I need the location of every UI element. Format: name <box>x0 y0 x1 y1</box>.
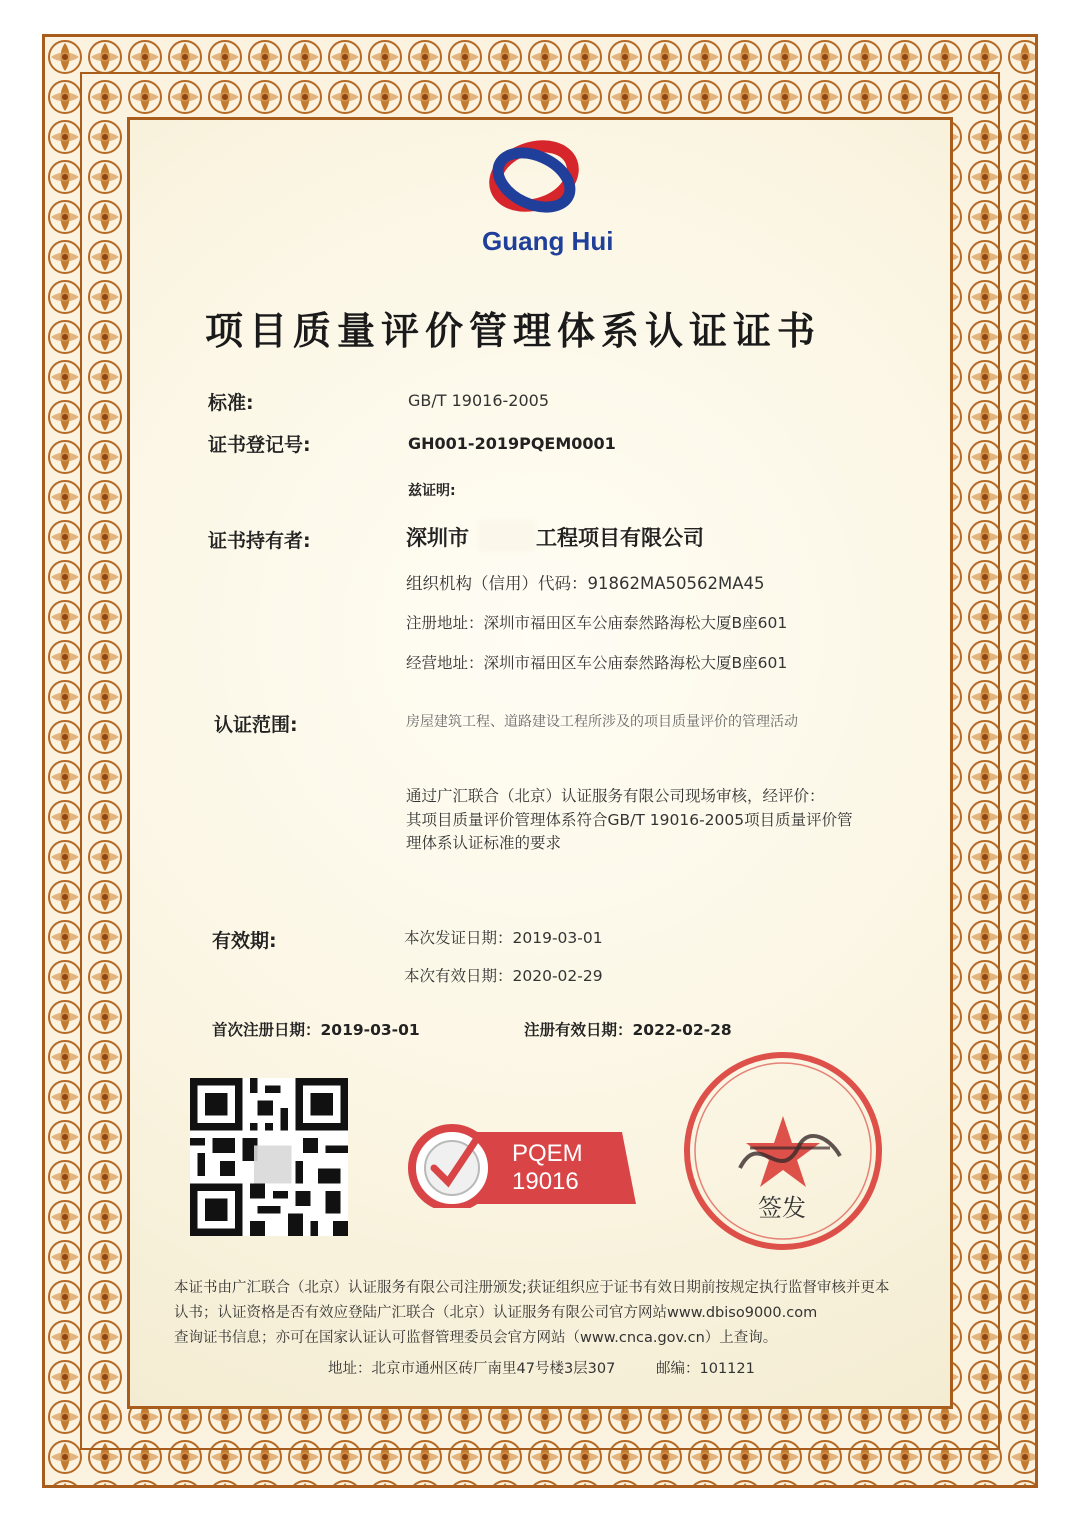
holder-label: 证书持有者: <box>208 530 311 552</box>
registration-label: 证书登记号: <box>208 434 311 456</box>
badge-line-2: 19016 <box>512 1168 579 1195</box>
first-registration-date: 首次注册日期：2019-03-01 <box>212 1021 420 1039</box>
holder-name-start: 深圳市 <box>406 526 469 550</box>
standard-value: GB/T 19016-2005 <box>408 391 550 410</box>
registered-address: 注册地址：深圳市福田区车公庙泰然路海松大厦B座601 <box>406 614 788 632</box>
expiry-date: 本次有效日期：2020-02-29 <box>404 967 603 985</box>
guang-hui-logo-icon <box>484 140 584 222</box>
standard-label: 标准: <box>208 392 254 414</box>
signed-text: 签发 <box>758 1194 806 1222</box>
footer-address: 地址：北京市通州区砖厂南里47号楼3层307 <box>328 1361 616 1377</box>
redacted-area <box>478 520 536 552</box>
org-code: 组织机构（信用）代码：91862MA50562MA45 <box>406 574 765 593</box>
certify-text: 兹证明: <box>408 483 456 499</box>
business-address: 经营地址：深圳市福田区车公庙泰然路海松大厦B座601 <box>406 654 788 672</box>
validity-label: 有效期: <box>212 930 277 952</box>
company-seal-icon <box>680 1048 886 1254</box>
scope-label: 认证范围: <box>214 714 298 736</box>
footer-line-1: 本证书由广汇联合（北京）认证服务有限公司注册颁发;获证组织应于证书有效日期前按规定执行监督审核并更本 <box>174 1280 890 1296</box>
certificate-title: 项目质量评价管理体系认证证书 <box>205 309 822 353</box>
issue-date: 本次发证日期：2019-03-01 <box>404 929 603 947</box>
holder-name-end: 工程项目有限公司 <box>536 526 704 550</box>
logo-text: Guang Hui <box>482 226 614 256</box>
footer-postcode: 邮编：101121 <box>656 1361 755 1377</box>
footer-line-3: 查询证书信息；亦可在国家认证认可监督管理委员会官方网站（www.cnca.gov.cn）上查询。 <box>174 1330 778 1346</box>
statement-line-1: 通过广汇联合（北京）认证服务有限公司现场审核，经评价： <box>406 787 825 805</box>
badge-line-1: PQEM <box>512 1140 583 1167</box>
scope-value: 房屋建筑工程、道路建设工程所涉及的项目质量评价的管理活动 <box>406 714 798 730</box>
statement-line-3: 理体系认证标准的要求 <box>406 834 562 852</box>
statement-line-2: 其项目质量评价管理体系符合GB/T 19016-2005项目质量评价管 <box>406 811 853 829</box>
registration-number: GH001-2019PQEM0001 <box>408 434 616 453</box>
footer-line-2: 认书；认证资格是否有效应登陆广汇联合（北京）认证服务有限公司官方网站www.dbiso9000.com <box>174 1305 818 1321</box>
qr-code-icon <box>190 1078 348 1236</box>
registration-valid-date: 注册有效日期：2022-02-28 <box>524 1021 732 1039</box>
